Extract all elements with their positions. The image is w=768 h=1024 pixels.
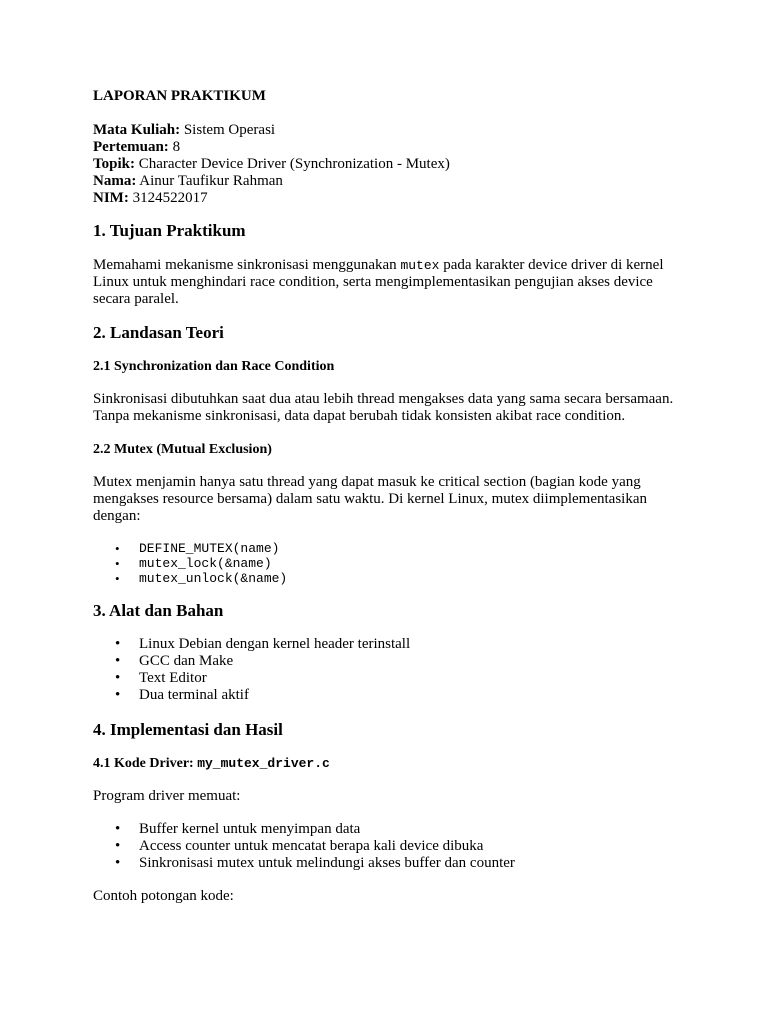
meta-meeting [93, 139, 683, 156]
meta-course [93, 122, 683, 139]
mutex-api-list [93, 541, 683, 586]
bullet-icon: • [115, 653, 121, 669]
bullet-icon: • [115, 541, 120, 556]
list-item [93, 653, 683, 670]
driver-features-list [93, 821, 683, 872]
driver-intro-text: Program driver memuat: [93, 788, 241, 804]
meta-label: Mata Kuliah: [93, 122, 181, 138]
meta-label: Topik: [93, 156, 135, 172]
subsection-mutex-text: Mutex menjamin hanya satu thread yang dapat masuk ke critical section (bagian kode yang mengakses resource bersama) dalam satu waktu. Di kernel Linux, mutex diimplementasikan dengan: [93, 474, 647, 524]
list-item [93, 670, 683, 687]
inline-code: mutex [400, 258, 440, 273]
bullet-icon: • [115, 556, 120, 571]
list-item [93, 838, 683, 855]
subsection-heading-kode-driver [93, 755, 683, 772]
meta-nim [93, 190, 683, 207]
meta-value: 3124522017 [128, 190, 208, 206]
list-item [93, 636, 683, 653]
meta-label: Pertemuan: [93, 139, 169, 155]
text-fragment: Memahami mekanisme sinkronisasi menggunakan [93, 257, 401, 273]
list-item-text: Dua terminal aktif [139, 687, 249, 703]
document-title: LAPORAN PRAKTIKUM [93, 88, 266, 104]
document-content [93, 88, 683, 905]
section-heading-alat: 3. Alat dan Bahan [93, 601, 224, 620]
section-heading-landasan: 2. Landasan Teori [93, 323, 224, 342]
text-fragment: pada karakter device driver di kernel Linux untuk menghindari race condition, serta mengimplementasikan pengujian akses device secara paralel. [93, 257, 664, 307]
list-item-text: Text Editor [139, 670, 207, 686]
meta-label: NIM: [93, 190, 129, 206]
file-name: my_mutex_driver.c [197, 756, 330, 771]
tools-list [93, 636, 683, 704]
meta-label: Nama: [93, 173, 137, 189]
bullet-icon: • [115, 838, 121, 854]
list-item-text: Access counter untuk mencatat berapa kali device dibuka [139, 838, 484, 854]
metadata-block [93, 122, 683, 207]
code-snippet-intro: Contoh potongan kode: [93, 888, 234, 904]
list-item [93, 571, 683, 586]
list-item [93, 821, 683, 838]
list-item-text: Buffer kernel untuk menyimpan data [139, 821, 361, 837]
bullet-icon: • [115, 636, 121, 652]
heading-text: 4.1 Kode Driver: [93, 756, 198, 771]
list-item-text: GCC dan Make [139, 653, 234, 669]
meta-topic [93, 156, 683, 173]
bullet-icon: • [115, 571, 120, 586]
list-item [93, 855, 683, 872]
section-heading-tujuan: 1. Tujuan Praktikum [93, 221, 246, 240]
list-item [93, 556, 683, 571]
bullet-icon: • [115, 670, 121, 686]
meta-value: Ainur Taufikur Rahman [136, 173, 283, 189]
meta-value: Character Device Driver (Synchronization - Mutex) [134, 156, 450, 172]
list-item-text: Linux Debian dengan kernel header terinstall [139, 636, 411, 652]
code-item: DEFINE_MUTEX(name) [139, 541, 280, 556]
meta-name [93, 173, 683, 190]
section-heading-implementasi: 4. Implementasi dan Hasil [93, 720, 283, 739]
bullet-icon: • [115, 855, 121, 871]
code-item: mutex_unlock(&name) [139, 571, 288, 586]
meta-value: Sistem Operasi [180, 122, 276, 138]
code-item: mutex_lock(&name) [139, 556, 272, 571]
bullet-icon: • [115, 821, 121, 837]
list-item [93, 687, 683, 704]
meta-value: 8 [168, 139, 181, 155]
list-item [93, 541, 683, 556]
bullet-icon: • [115, 687, 121, 703]
subsection-sync-text: Sinkronisasi dibutuhkan saat dua atau lebih thread mengakses data yang sama secara bersamaan. Tanpa mekanisme sinkronisasi, data dapat berubah tidak konsisten akibat race condition. [93, 391, 674, 424]
subsection-heading-sync: 2.1 Synchronization dan Race Condition [93, 359, 335, 374]
list-item-text: Sinkronisasi mutex untuk melindungi akses buffer dan counter [139, 855, 515, 871]
subsection-heading-mutex: 2.2 Mutex (Mutual Exclusion) [93, 442, 272, 457]
section-tujuan-text [93, 257, 683, 308]
